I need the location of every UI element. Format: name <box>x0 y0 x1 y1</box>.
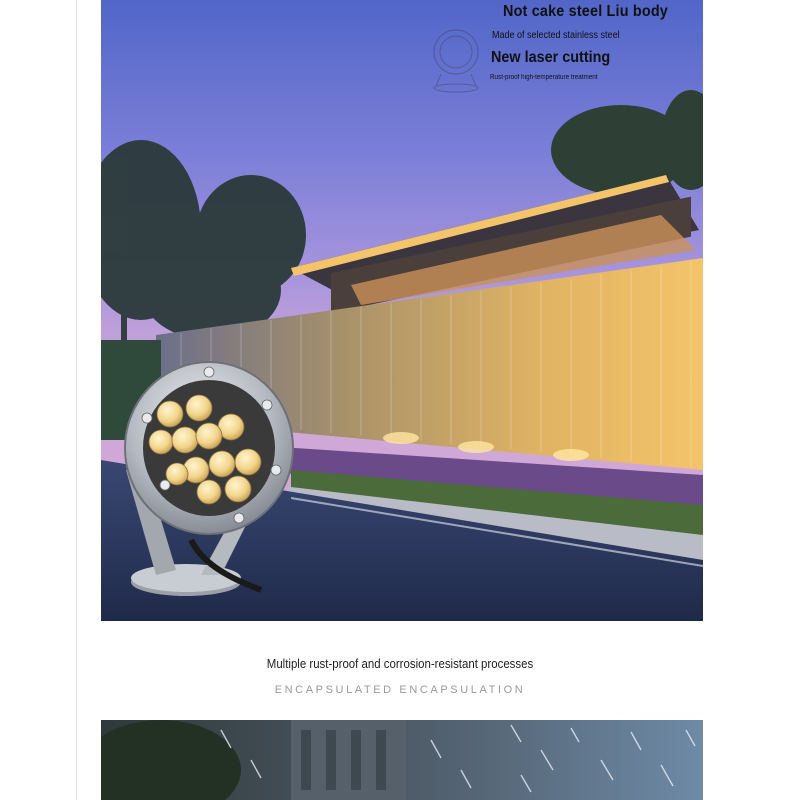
feature-subtitle-treatment: Rust-proof high-temperature treatment <box>490 74 598 81</box>
left-divider-line <box>76 0 77 800</box>
feature-subtitle-steel: Made of selected stainless steel <box>492 30 620 41</box>
feature-title-body: Not cake steel Liu body <box>503 3 668 20</box>
process-subtitle: ENCAPSULATED ENCAPSULATION <box>274 684 526 696</box>
process-title: Multiple rust-proof and corrosion-resistant processes <box>266 656 534 671</box>
feature-title-laser: New laser cutting <box>491 49 611 66</box>
hero-product-image <box>101 0 703 621</box>
rain-scene-image <box>101 720 703 800</box>
